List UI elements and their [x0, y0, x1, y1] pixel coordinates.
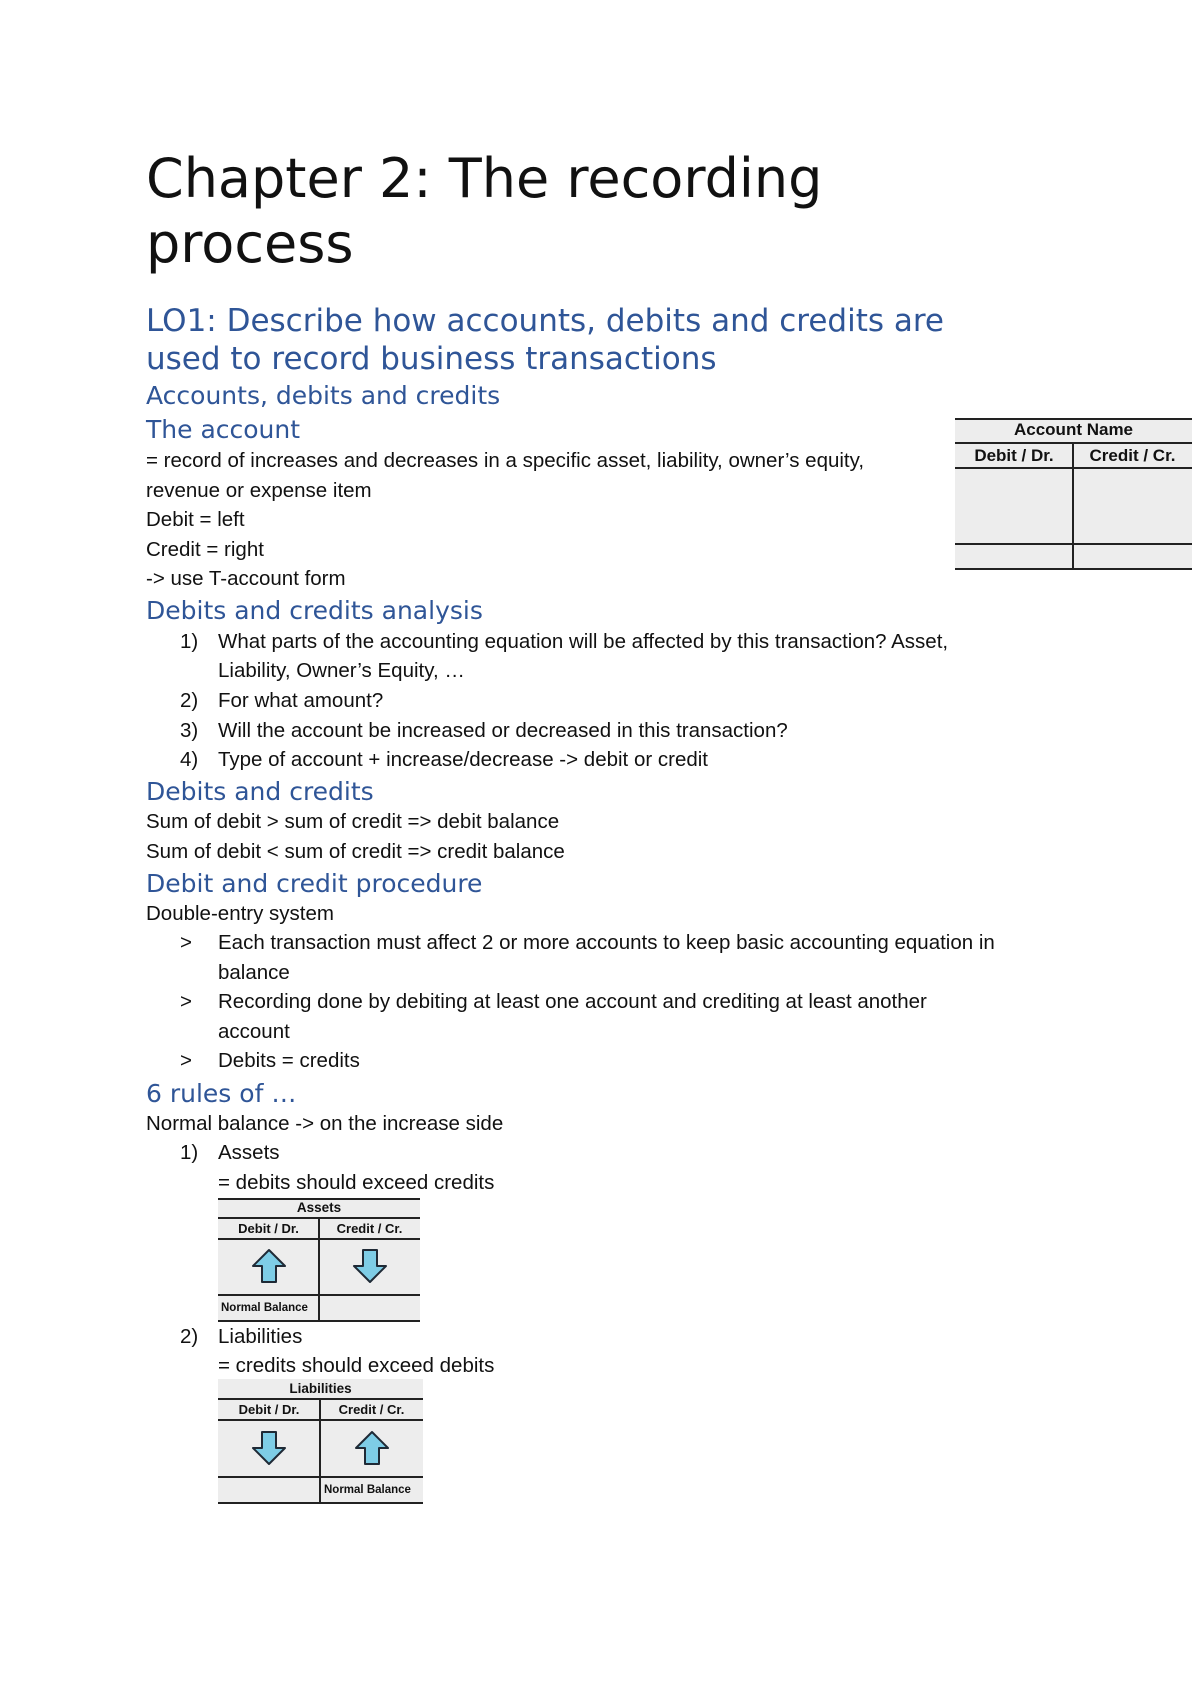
t-account-generic [955, 418, 1192, 570]
t-account-name: Assets [218, 1198, 420, 1218]
rule-text: = debits should exceed credits [218, 1171, 495, 1194]
procedure-intro: Double-entry system [146, 902, 334, 925]
bullet-item-continuation: balance [218, 961, 290, 984]
t-account-credit-label: Credit / Cr. [338, 1402, 405, 1417]
t-account-total-rule [218, 1476, 423, 1478]
rule-name: Liabilities [218, 1325, 303, 1348]
bullet-item: Debits = credits [218, 1049, 360, 1072]
list-marker: 3) [180, 719, 199, 742]
normal-balance-label: Normal Balance [221, 1302, 308, 1314]
bullet-item: Recording done by debiting at least one account and crediting at least another [218, 990, 927, 1013]
accounts-debits-credits-heading: Accounts, debits and credits [146, 381, 501, 410]
rules-heading: 6 rules of … [146, 1079, 297, 1108]
t-account-name: Liabilities [218, 1379, 423, 1399]
bullet-marker: > [180, 1049, 192, 1072]
bullet-item-continuation: account [218, 1020, 290, 1043]
t-account-assets [218, 1198, 420, 1322]
list-item-continuation: Liability, Owner’s Equity, … [218, 659, 465, 682]
t-account-credit-label: Credit / Cr. [336, 1221, 403, 1236]
list-item: Will the account be increased or decreased in this transaction? [218, 719, 788, 742]
rules-intro: Normal balance -> on the increase side [146, 1112, 504, 1135]
lo1-heading-line-1: LO1: Describe how accounts, debits and credits are [146, 303, 945, 339]
debits-credits-line: Sum of debit < sum of credit => credit balance [146, 840, 565, 863]
bullet-marker: > [180, 931, 192, 954]
arrow-down-icon [251, 1430, 287, 1466]
arrow-up-icon [354, 1430, 390, 1466]
rule-name: Assets [218, 1141, 280, 1164]
page-title-line-2: process [146, 212, 354, 275]
list-item: What parts of the accounting equation will be affected by this transaction? Asset, [218, 630, 949, 653]
t-account-liabilities [218, 1379, 423, 1504]
t-account-divider [1072, 444, 1074, 570]
the-account-line: -> use T-account form [146, 567, 346, 590]
list-marker: 1) [180, 630, 199, 653]
list-marker: 4) [180, 748, 199, 771]
page-title-line-1: Chapter 2: The recording [146, 147, 823, 210]
the-account-line: = record of increases and decreases in a specific asset, liability, owner’s equity, [146, 449, 865, 472]
arrow-down-icon [352, 1248, 388, 1284]
the-account-line: revenue or expense item [146, 479, 372, 502]
the-account-line: Credit = right [146, 538, 264, 561]
rule-text: = credits should exceed debits [218, 1354, 495, 1377]
arrow-up-icon [251, 1248, 287, 1284]
the-account-line: Debit = left [146, 508, 245, 531]
t-account-total-rule [218, 1294, 420, 1296]
the-account-heading: The account [146, 415, 301, 444]
t-account-credit-label: Credit / Cr. [1089, 446, 1176, 465]
t-account-divider [318, 1219, 320, 1322]
t-account-top-rule [955, 418, 1192, 420]
list-item: Type of account + increase/decrease -> debit or credit [218, 748, 708, 771]
list-item: For what amount? [218, 689, 384, 712]
lo1-heading-line-2: used to record business transactions [146, 341, 717, 377]
t-account-name: Account Name [955, 418, 1192, 442]
bullet-item: Each transaction must affect 2 or more accounts to keep basic accounting equation in [218, 931, 995, 954]
t-account-debit-label: Debit / Dr. [238, 1402, 300, 1417]
t-account-top-rule [218, 1198, 420, 1200]
bullet-marker: > [180, 990, 192, 1013]
t-account-bottom-rule [955, 568, 1192, 570]
debits-credits-heading: Debits and credits [146, 777, 374, 806]
debits-credits-line: Sum of debit > sum of credit => debit balance [146, 810, 560, 833]
t-account-debit-label: Debit / Dr. [238, 1221, 299, 1236]
list-marker: 2) [180, 689, 199, 712]
t-account-total-rule [955, 543, 1192, 545]
t-account-debit-label: Debit / Dr. [974, 446, 1054, 465]
list-marker: 1) [180, 1141, 199, 1164]
t-account-bottom-rule [218, 1320, 420, 1322]
t-account-bottom-rule [218, 1502, 423, 1504]
normal-balance-label: Normal Balance [324, 1484, 411, 1496]
list-marker: 2) [180, 1325, 199, 1348]
analysis-heading: Debits and credits analysis [146, 596, 483, 625]
procedure-heading: Debit and credit procedure [146, 869, 483, 898]
t-account-divider [319, 1400, 321, 1504]
